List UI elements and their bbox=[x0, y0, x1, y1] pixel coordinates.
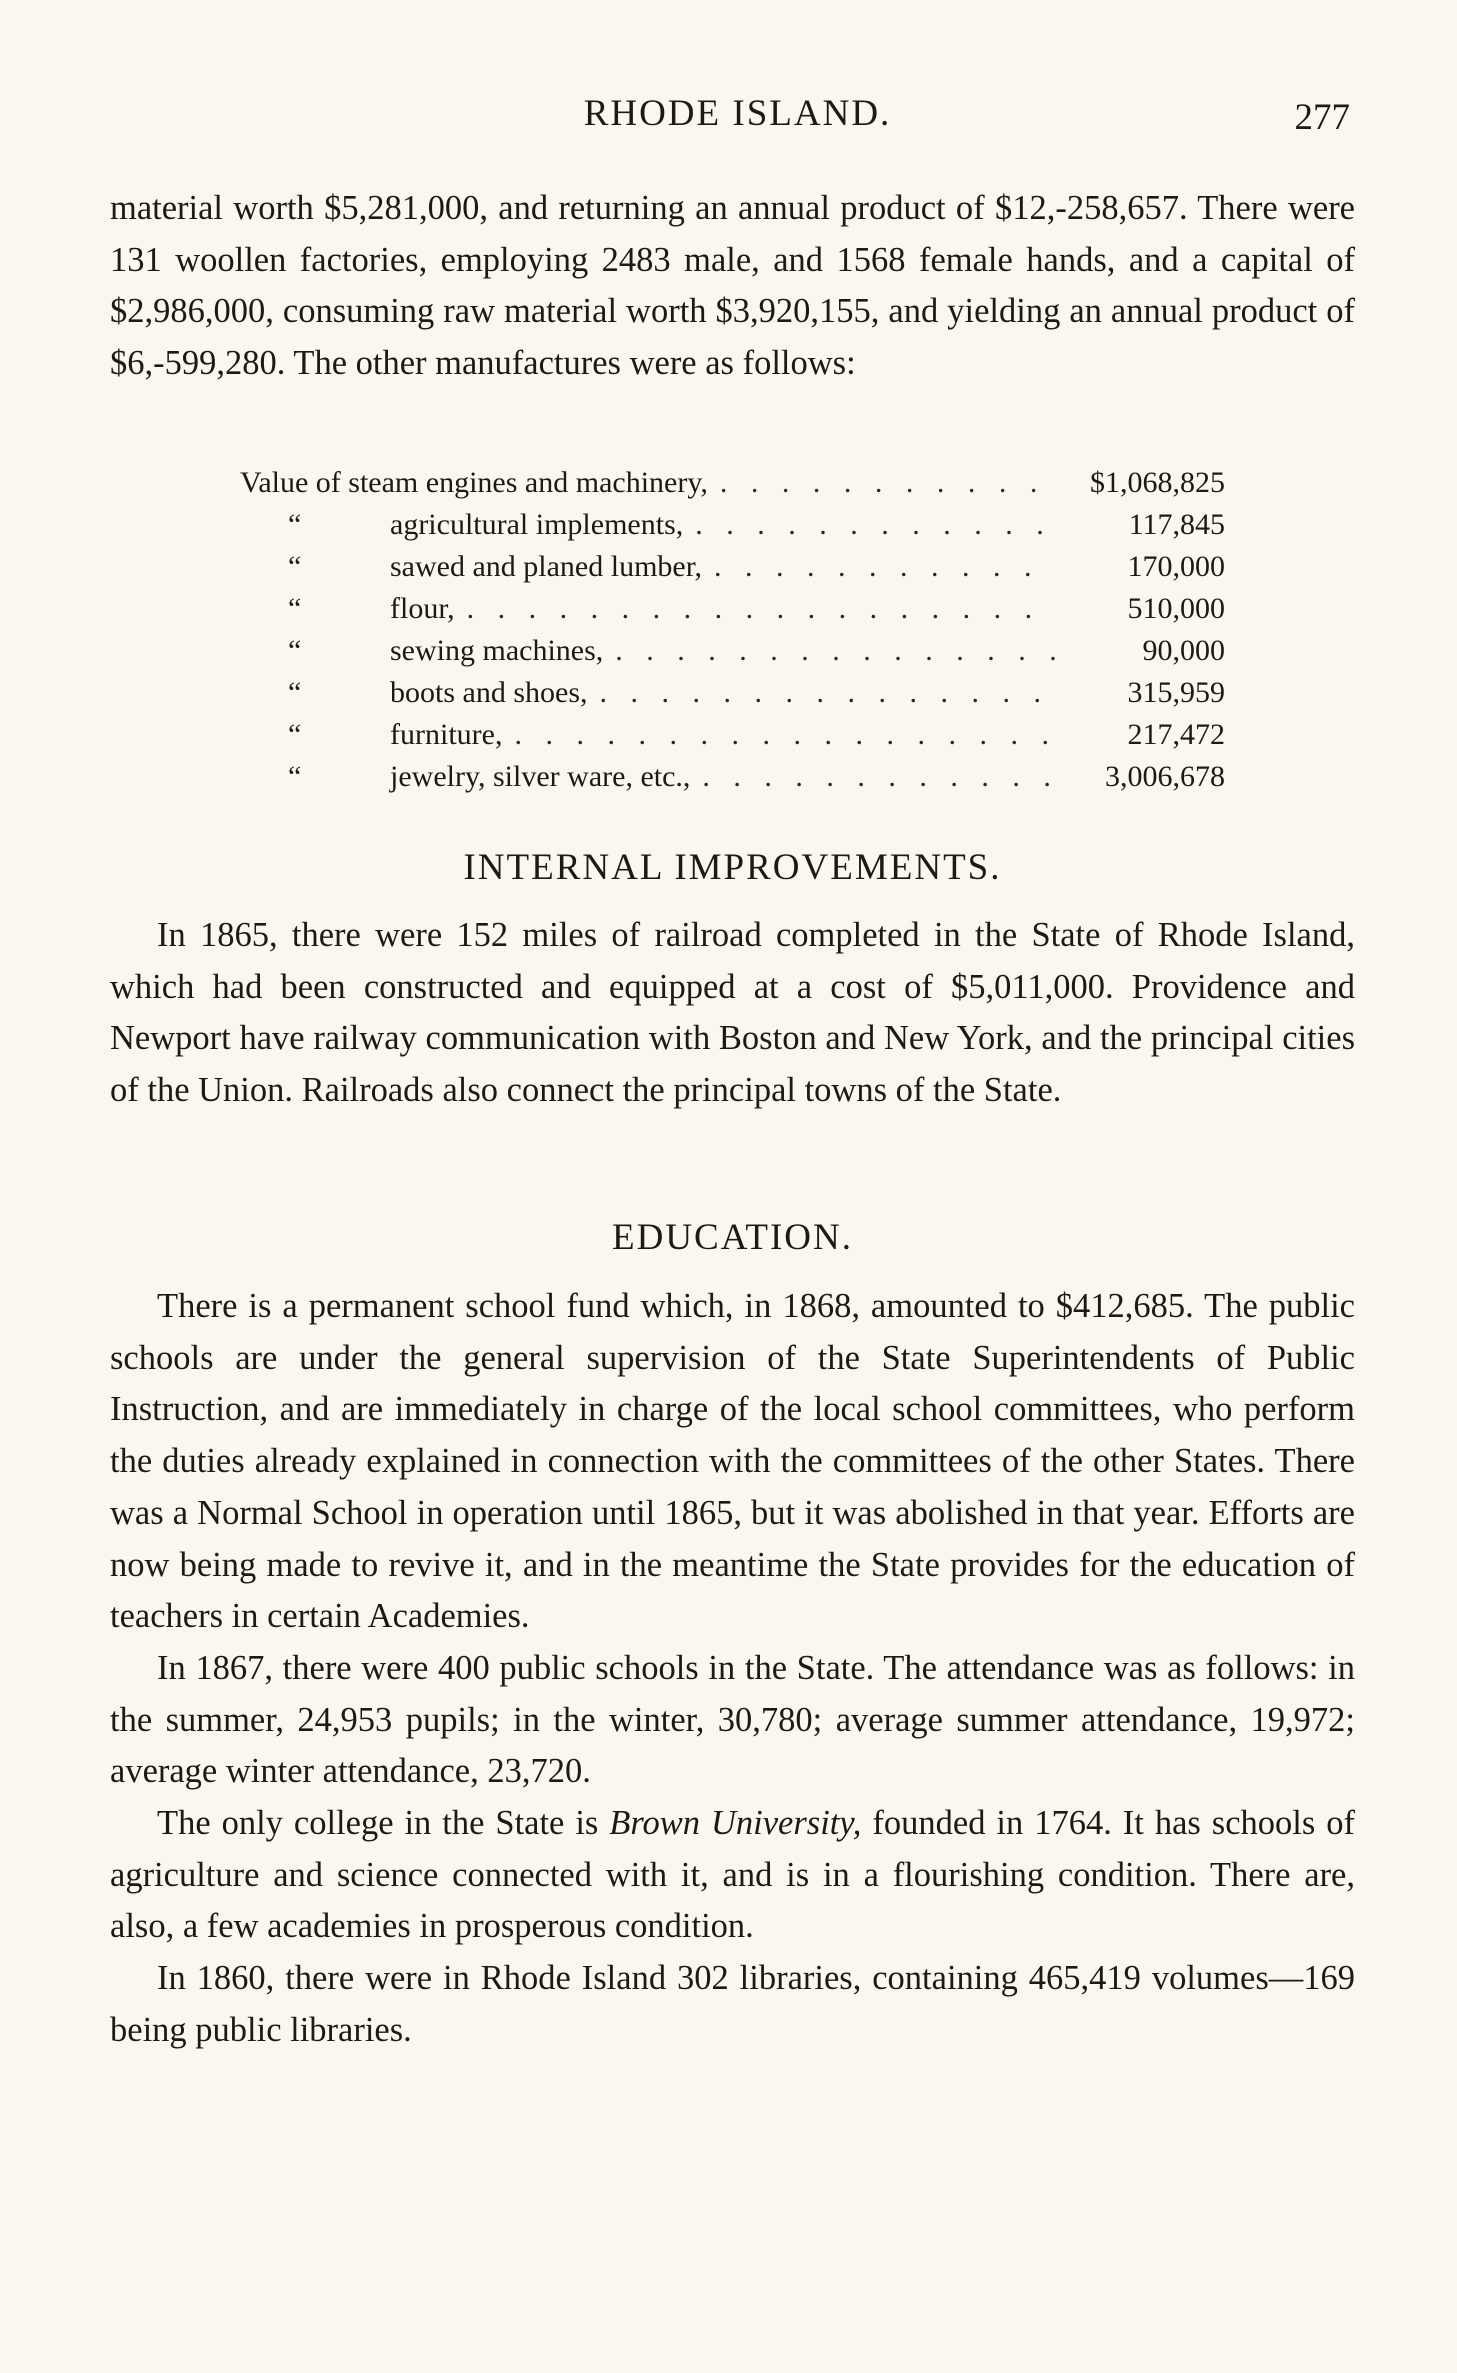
table-row bbox=[240, 588, 1225, 630]
table-row-label: furniture, bbox=[390, 718, 503, 751]
dot-leader bbox=[588, 672, 1056, 714]
ditto-mark: “ bbox=[288, 508, 302, 541]
ditto-mark: “ bbox=[288, 718, 302, 751]
dot-leader bbox=[708, 462, 1055, 504]
table-row-value: 117,845 bbox=[1128, 508, 1225, 541]
internal-improvements-block bbox=[110, 910, 1355, 1117]
table-row-label: sawed and planed lumber, bbox=[390, 550, 703, 583]
internal-improvements-paragraph: In 1865, there were 152 miles of railroad completed in the State of Rhode Island, which had been constructed and equipped at a cost of $5,011,000. Providence and Newport have railway communication with Boston and New York, and the principal cities of the Union. Railroads also connect the principal towns of the State. bbox=[110, 916, 1355, 1110]
college-name: Brown University, bbox=[609, 1804, 862, 1843]
table-row-value: 315,959 bbox=[1127, 676, 1225, 709]
ditto-mark: “ bbox=[288, 634, 302, 667]
dot-leader bbox=[455, 588, 1055, 630]
running-title: RHODE ISLAND. bbox=[583, 93, 892, 134]
page-number: 277 bbox=[1294, 97, 1350, 138]
ditto-mark: “ bbox=[288, 676, 302, 709]
table-row-label: Value of steam engines and machinery, bbox=[240, 466, 708, 499]
table-row-label: sewing machines, bbox=[390, 634, 604, 667]
table-row bbox=[240, 504, 1225, 546]
table-row-label: boots and shoes, bbox=[390, 676, 588, 709]
education-paragraph: There is a permanent school fund which, in 1868, amounted to $412,685. The public schools are under the general supervision of the State Superintendents of Public Instruction, and are immediately in charge of the local school committees, who perform the duties already explained in connection with the committees of the other States. There was a Normal School in operation until 1865, but it was abolished in that year. Efforts are now being made to revive it, and in the meantime the State provides for the education of teachers in certain Academies. bbox=[110, 1287, 1355, 1636]
table-row-label: flour, bbox=[390, 592, 455, 625]
table-row bbox=[240, 630, 1225, 672]
table-row-label: agricultural implements, bbox=[390, 508, 684, 541]
table-row-value: $1,068,825 bbox=[1090, 466, 1225, 499]
dot-leader bbox=[603, 630, 1055, 672]
section-heading-internal-improvements: INTERNAL IMPROVEMENTS. bbox=[463, 847, 1002, 888]
running-header bbox=[110, 92, 1365, 142]
table-row bbox=[240, 546, 1225, 588]
dot-leader bbox=[683, 504, 1055, 546]
dot-leader bbox=[690, 756, 1055, 798]
table-row-value: 510,000 bbox=[1127, 592, 1225, 625]
dot-leader bbox=[502, 714, 1055, 756]
education-paragraph: In 1867, there were 400 public schools in the State. The attendance was as follows: in the summer, 24,953 pupils; in the winter, 30,780; average summer attendance, 19,972; average winter attendance, 23,720. bbox=[110, 1648, 1355, 1791]
manufactures-table bbox=[240, 462, 1225, 798]
education-paragraph: In 1860, there were in Rhode Island 302 libraries, containing 465,419 volumes—169 being public libraries. bbox=[110, 1959, 1355, 2049]
education-block bbox=[110, 1281, 1355, 2057]
education-paragraph bbox=[110, 1798, 1355, 1953]
paragraph-text: founded in 1764. It has schools of agriculture and science connected with it, and is in a flourishing condition. There are, also, a few academies in prosperous condition. bbox=[110, 1804, 1355, 1946]
table-row bbox=[240, 714, 1225, 756]
table-row bbox=[240, 756, 1225, 798]
intro-paragraph-block bbox=[110, 183, 1355, 390]
ditto-mark: “ bbox=[288, 550, 302, 583]
table-row-value: 90,000 bbox=[1142, 634, 1225, 667]
table-row-value: 3,006,678 bbox=[1105, 760, 1225, 793]
intro-paragraph: material worth $5,281,000, and returning an annual product of $12,-258,657. There were 131 woollen factories, employing 2483 male, and 1568 female hands, and a capital of $2,986,000, consuming raw material worth $3,920,155, and yielding an annual product of $6,-599,280. The other manufactures were as follows: bbox=[110, 189, 1355, 383]
table-row-value: 217,472 bbox=[1127, 718, 1225, 751]
dot-leader bbox=[702, 546, 1055, 588]
table-row bbox=[240, 672, 1225, 714]
ditto-mark: “ bbox=[288, 592, 302, 625]
section-heading-education: EDUCATION. bbox=[612, 1217, 853, 1258]
paragraph-text: The only college in the State is bbox=[157, 1804, 610, 1843]
table-row-value: 170,000 bbox=[1127, 550, 1225, 583]
ditto-mark: “ bbox=[288, 760, 302, 793]
table-row-label: jewelry, silver ware, etc., bbox=[390, 760, 691, 793]
table-row bbox=[240, 462, 1225, 504]
